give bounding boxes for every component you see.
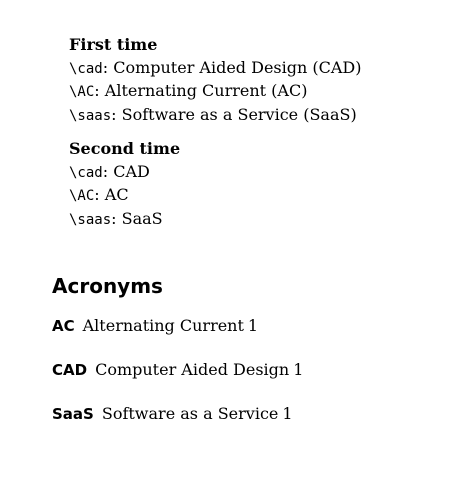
command-name: \AC (69, 84, 95, 100)
acronym-short: SaaS (52, 405, 94, 423)
second-time-section (69, 138, 180, 231)
first-time-section (69, 34, 362, 127)
command-name: \cad (69, 164, 103, 181)
acronym-long: Computer Aided Design (95, 360, 290, 379)
command-name: \AC (69, 188, 95, 204)
acronym-short: CAD (52, 361, 88, 379)
first-time-line-cad (69, 57, 362, 81)
acronym-long: Software as a Service (101, 404, 279, 423)
first-time-heading: First time (69, 35, 158, 54)
command-name: \cad (69, 60, 103, 77)
acronyms-heading: Acronyms (52, 274, 163, 298)
second-time-line-saas (69, 208, 180, 232)
command-output: : SaaS (111, 208, 163, 228)
acronym-entry (52, 315, 258, 338)
first-time-line-ac (69, 80, 362, 104)
command-output: : Software as a Service (SaaS) (111, 104, 357, 124)
command-name: \saas (69, 211, 112, 228)
first-time-line-saas (69, 104, 362, 128)
acronym-short: AC (52, 317, 75, 335)
command-output: : AC (94, 185, 129, 204)
command-output: : CAD (102, 161, 150, 181)
second-time-line-ac (69, 184, 180, 208)
acronym-entry (52, 359, 303, 382)
acronym-page-link[interactable]: 1 (293, 360, 304, 379)
command-output: : Alternating Current (AC) (94, 81, 308, 100)
acronym-page-link[interactable]: 1 (282, 404, 293, 423)
command-output: : Computer Aided Design (CAD) (102, 57, 362, 77)
second-time-heading: Second time (69, 139, 181, 158)
acronym-page-link[interactable]: 1 (247, 316, 259, 335)
acronym-long: Alternating Current (82, 316, 244, 335)
acronym-entry (52, 403, 293, 426)
command-name: \saas (69, 107, 112, 124)
second-time-line-cad (69, 161, 180, 185)
